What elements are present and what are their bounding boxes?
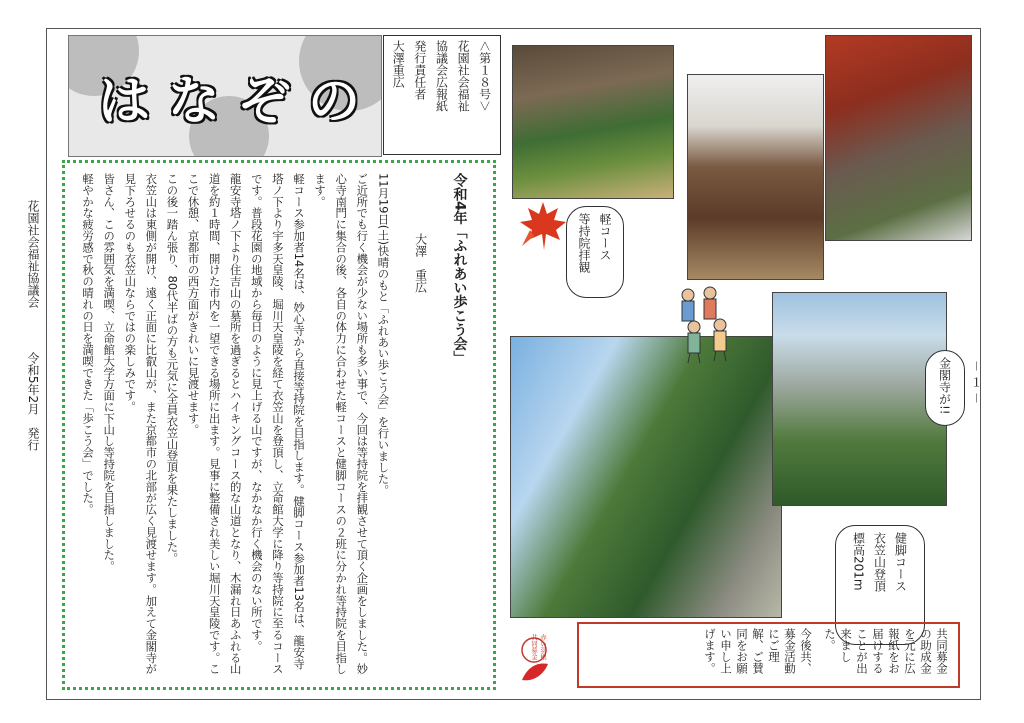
fund-notice [577, 622, 960, 688]
newsletter-header [12, 200, 42, 700]
article-paragraph: 軽コース参加者14名は、妙心寺から直接等持院を目指します。健脚コース参加者13名は、龍安寺塔ノ下より宇多天皇陵、堀川天皇陵を経て衣笠山を登頂し、立命館大学に降り等持院に至るコースです。普段花園の地域から毎日のように見上げる山ですが、なかなか行く機会のない所です。 [249, 173, 307, 675]
page-number: －１－ [969, 360, 983, 409]
light-course-bubble [566, 206, 624, 298]
main-article [62, 160, 496, 690]
article-title: 令和4年「ふれあい歩こう会」 [451, 173, 468, 365]
bubble-text: 等持院拝観 [577, 213, 591, 273]
article-paragraph: 軽やかな疲労感で秋の晴れの日を満喫できた「歩こう会」でした。 [81, 173, 96, 515]
newsletter-title [89, 46, 369, 146]
article-paragraph: 11月19日(土)快晴のもと「ふれあい歩こう会」を行いました。 [376, 173, 391, 496]
org-line: 花園社会福祉 [456, 40, 471, 112]
bubble-text: 軽コース [598, 213, 612, 261]
title-char: な [167, 70, 220, 132]
temple-veranda-photo [687, 74, 824, 280]
masthead [68, 35, 382, 157]
temple-garden-photo [512, 45, 674, 199]
bubble-text: 標高201m [851, 532, 866, 591]
org-line: 協議会広報紙 [434, 40, 449, 112]
editor-label: 発行責任者 [412, 40, 427, 100]
fund-text: 今後共、募金活動にご理解、ご賛同をお願い申し上げます。 [703, 628, 813, 674]
article-paragraph: 衣笠山は東側が開け、遠く正面に比叡山が、また京都市の北部が広く見渡せます。加えて金閣寺が見下ろせるのも衣笠山ならではの楽しみです。 [123, 173, 159, 675]
maple-leaf-icon [518, 200, 568, 252]
article-author: 大澤 重広 [413, 233, 428, 293]
kinkakuji-bubble [925, 350, 965, 426]
article-paragraph: ご近所でも行く機会が少ない場所も多い事で、今回は等持院を拝観させて頂く企画をしました。妙心寺南門に集合の後、各自の体力に合わせた軽コースと健脚コースの２班に分かれ等持院を目指します。 [313, 173, 370, 675]
group-photo [825, 35, 972, 241]
title-char: ぞ [237, 70, 290, 132]
bubble-text: 衣笠山登頂 [872, 532, 887, 592]
publisher-name: 花園社会福祉協議会 [26, 200, 40, 308]
title-char: の [307, 70, 360, 132]
fund-text: 共同募金の助成金を元に広報紙をお届けすることが出来ました。 [823, 628, 949, 674]
issue-info-box [383, 35, 501, 155]
bubble-text: 健脚コース [893, 532, 908, 592]
mountain-viewpoint-photo [510, 336, 782, 618]
issue-number: ＜第１８号＞ [477, 40, 492, 113]
red-feather-label: 赤い羽根共同募金 [530, 634, 547, 660]
issue-date: 令和5年2月 発行 [26, 351, 40, 452]
article-paragraph: 龍安寺塔ノ下より住吉山の墓所を過ぎるとハイキングコース的な山道となり、木漏れ日あふれる山道を約１時間、開けた市内を一望できる場所に出ます。見事に整備され美しい堀川天皇陵です。ここで休憩、京都市の西方面がきれいに見渡せます。 [186, 173, 243, 675]
city-view-photo [772, 292, 947, 506]
hikers-illustration-icon [668, 283, 743, 365]
article-paragraph: この後一踏ん張り、80代半ばの方も元気に全員衣笠山登頂を果たしました。 [165, 173, 180, 564]
bubble-text: 金閣寺が!! [937, 357, 952, 415]
editor-name: 大澤重広 [391, 40, 406, 88]
title-char: は [97, 70, 150, 132]
article-paragraph: 皆さん、この雰囲気を満喫、立命館大学方面に下山し等持院を目指しました。 [102, 173, 117, 572]
